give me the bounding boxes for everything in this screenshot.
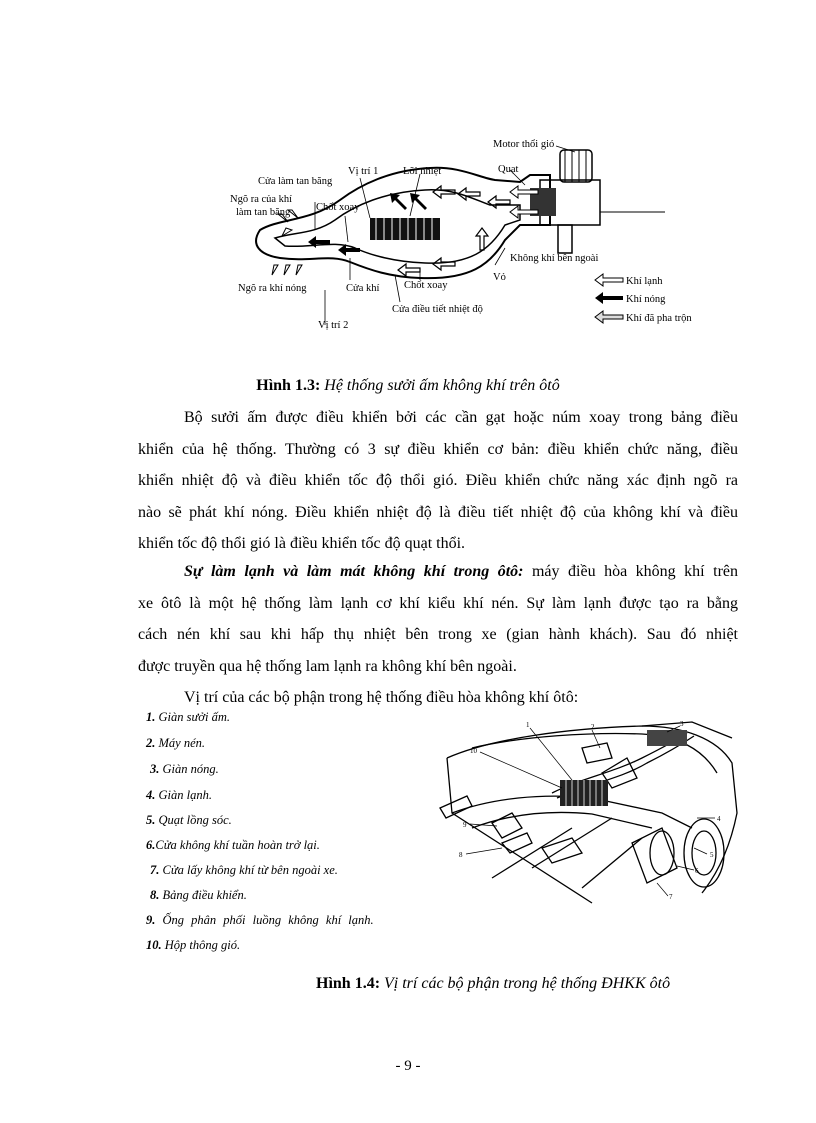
label-chot-xoay-bottom: Chốt xoay — [404, 280, 448, 291]
caption-text: Hệ thống sưởi ấm không khí trên ôtô — [324, 377, 560, 394]
label-ngo-ra-khi-tan-bang-2: làm tan băng — [236, 207, 291, 218]
list-item: 5. Quạt lồng sóc. — [146, 813, 232, 827]
list-item: 7. Cửa lấy không khí từ bên ngoài xe. — [150, 863, 338, 877]
label-cua-dieu-tiet: Cửa điều tiết nhiệt độ — [392, 304, 483, 315]
list-item: 1. Giàn sưởi ấm. — [146, 710, 230, 724]
list-item: 3. Giàn nóng. — [150, 762, 219, 776]
label-loi-nhiet: Lõi nhiệt — [403, 166, 442, 177]
cooling-heading: Sự làm lạnh và làm mát không khí trong ôtô: — [184, 563, 524, 580]
caption-label: Hình 1.4: — [316, 975, 381, 992]
list-item: 9. Ống phân phối luồng không khí lạnh. — [146, 913, 374, 927]
list-item: 4. Giàn lạnh. — [146, 788, 212, 802]
callout-1: 1 — [526, 721, 530, 729]
cooling-first-line: máy điều hòa không khí trên — [531, 563, 738, 580]
text-line: cách nén khí sau khi hấp thụ nhiệt bên trong xe (gian hành khách). Sau đó nhiệt — [138, 626, 738, 643]
car-ac-layout-diagram — [432, 718, 744, 908]
label-cua-khi: Cửa khí — [346, 283, 380, 294]
heater-system-diagram — [220, 130, 720, 340]
caption-text: Vị trí các bộ phận trong hệ thống ĐHKK ôtô — [384, 975, 671, 992]
text-line: Bộ sưởi ấm được điều khiển bởi các cần gạt hoặc núm xoay trong bảng điều — [184, 409, 738, 426]
callout-4: 4 — [717, 815, 721, 823]
legend-khi-nong: Khí nóng — [626, 294, 666, 305]
callout-5: 5 — [710, 851, 714, 859]
callout-9: 9 — [463, 821, 467, 829]
label-chot-xoay-top: Chốt xoay — [316, 202, 360, 213]
label-vi-tri-2: Vị trí 2 — [318, 320, 349, 331]
text-line: khiển của hệ thống. Thường có 3 sự điều khiển cơ bản: điều khiển chức năng, điều — [138, 440, 738, 458]
label-vi-tri-1: Vị trí 1 — [348, 166, 379, 177]
text-line: được truyền qua hệ thống lam lạnh ra không khí bên ngoài. — [138, 657, 517, 675]
figure-1-3-caption — [0, 377, 816, 395]
list-item: 2. Máy nén. — [146, 736, 206, 750]
callout-2: 2 — [591, 723, 595, 731]
text-line: nào sẽ phát khí nóng. Điều khiển nhiệt độ là điều tiết nhiệt độ của không khí và điều — [138, 503, 738, 521]
figure-1-4-caption — [316, 975, 670, 993]
callout-7: 7 — [669, 893, 673, 901]
callout-3: 3 — [680, 720, 684, 728]
label-motor: Motor thổi gió — [493, 139, 555, 150]
text-line: xe ôtô là một hệ thống làm lạnh cơ khí kiểu khí nén. Sự làm lạnh được tạo ra bằng — [138, 594, 738, 612]
callout-10: 10 — [470, 747, 477, 755]
list-item: 10. Hộp thông gió. — [146, 938, 241, 952]
label-cua-lam-tan-bang: Cửa làm tan băng — [258, 176, 333, 187]
text-line: khiển tốc độ thổi gió là điều khiển tốc độ quạt thổi. — [138, 535, 466, 552]
list-item: 6.Cửa không khí tuần hoàn trở lại. — [146, 838, 320, 852]
callout-6: 6 — [695, 867, 699, 875]
page-number: - 9 - — [395, 1058, 421, 1074]
list-item: 8. Bảng điều khiển. — [150, 888, 247, 902]
legend-khi-lanh: Khí lạnh — [626, 276, 663, 287]
paragraph-cooling — [138, 556, 738, 682]
label-ngo-ra-khi-nong: Ngõ ra khí nóng — [238, 283, 307, 294]
callout-8: 8 — [459, 851, 463, 859]
caption-label: Hình 1.3: — [256, 377, 321, 394]
paragraph-heater-control — [138, 402, 738, 560]
text-line — [138, 556, 738, 588]
label-quat: Quạt — [498, 164, 519, 175]
text-line: khiển nhiệt độ và điều khiển tốc độ thổi gió. Điều khiển chức năng xác định ngõ ra — [138, 472, 738, 489]
label-ngo-ra-khi-tan-bang-1: Ngõ ra của khí — [230, 194, 293, 205]
paragraph-positions — [138, 682, 738, 714]
label-khong-khi-ben-ngoai: Không khí bên ngoài — [510, 253, 599, 264]
text-line: Vị trí của các bộ phận trong hệ thống điều hòa không khí ôtô: — [184, 689, 579, 706]
label-vo: Vỏ — [493, 272, 506, 283]
legend-khi-pha-tron: Khí đã pha trộn — [626, 313, 692, 324]
